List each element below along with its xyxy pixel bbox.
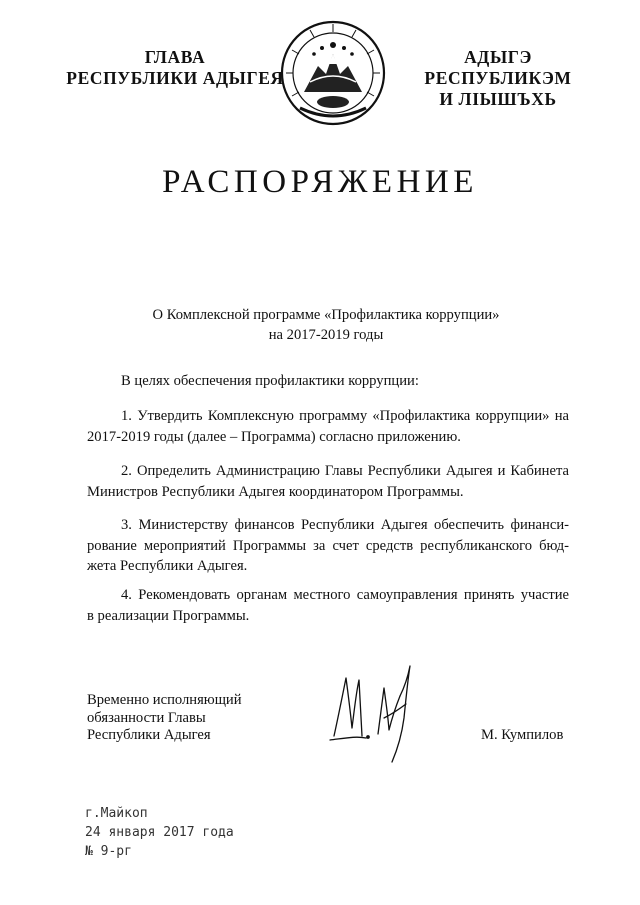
- item-1-line2: 2017-2019 годы (далее – Программа) согласно приложению.: [87, 428, 461, 445]
- header-right: [393, 47, 603, 110]
- signatory-position-line3: Республики Адыгея: [87, 727, 211, 743]
- item-2-line1: 2. Определить Администрацию Главы Республики Адыгея и Кабинета: [121, 463, 569, 479]
- item-3-line3: жета Республики Адыгея.: [87, 558, 248, 574]
- signatory-name: М. Кумпилов: [481, 727, 564, 743]
- stamp-city: г.Майкоп: [85, 806, 148, 821]
- subject-line2: на 2017-2019 годы: [268, 327, 384, 343]
- subject-line1: О Комплексной программе «Профилактика коррупции»: [152, 307, 500, 323]
- item-1-line1: 1. Утвердить Комплексную программу «Профилактика коррупции» на: [121, 408, 569, 424]
- item-4-line1: 4. Рекомендовать органам местного самоуправления принять участие: [121, 587, 569, 603]
- preamble-text: В целях обеспечения профилактики коррупции:: [121, 373, 419, 389]
- list-item: [87, 515, 569, 577]
- list-item: [87, 461, 569, 502]
- document-title: РАСПОРЯЖЕНИЕ: [162, 164, 478, 200]
- signatory-position: [87, 692, 242, 745]
- header-left-line2: РЕСПУБЛИКИ АДЫГЕЯ: [66, 68, 284, 88]
- header-left: [60, 47, 290, 89]
- header-left-line1: ГЛАВА: [144, 47, 206, 67]
- item-4-line2: в реализации Программы.: [87, 607, 250, 624]
- signatory-position-line1: Временно исполняющий: [87, 692, 242, 708]
- header-right-line2: И ЛІЫШЪХЬ: [439, 89, 557, 109]
- handwritten-signature: [326, 658, 436, 768]
- item-2-line2: Министров Республики Адыгея координатором Программы.: [87, 483, 464, 500]
- document-subject: [0, 305, 640, 345]
- list-item: [87, 406, 569, 447]
- registration-stamp: [85, 804, 234, 861]
- stamp-date: 24 января 2017 года: [85, 825, 234, 840]
- list-item: [87, 585, 569, 626]
- item-3-line1: 3. Министерству финансов Республики Адыгея обеспечить финанси-: [121, 517, 569, 533]
- item-3-line2: рование мероприятий Программы за счет средств республиканского бюд-: [87, 537, 569, 554]
- adygea-coat-of-arms-icon: [280, 20, 386, 126]
- preamble: [87, 371, 569, 392]
- stamp-number: № 9-рг: [85, 844, 132, 859]
- signatory-position-line2: обязанности Главы: [87, 709, 206, 726]
- header-right-line1: АДЫГЭ РЕСПУБЛИКЭМ: [424, 47, 572, 88]
